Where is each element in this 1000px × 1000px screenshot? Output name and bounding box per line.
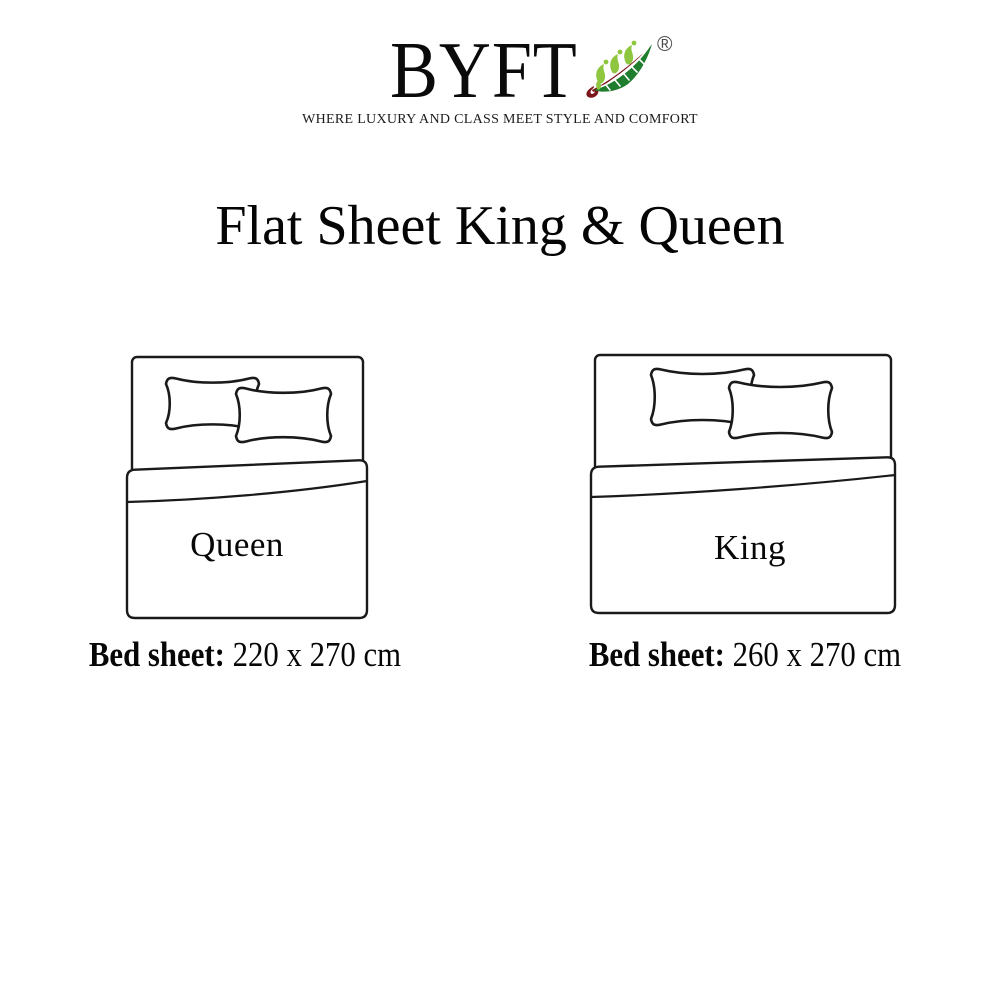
king-pillow-right xyxy=(729,382,832,438)
queen-pillow-right xyxy=(236,388,331,442)
registered-trademark-icon: ® xyxy=(657,33,673,56)
king-size-label: King xyxy=(714,528,786,567)
brand-name: BYFT xyxy=(390,27,578,115)
brand-tagline: WHERE LUXURY AND CLASS MEET STYLE AND COMFORT xyxy=(302,112,698,127)
queen-spec-value: 220 x 270 cm xyxy=(232,635,402,674)
queen-size-label: Queen xyxy=(190,525,284,564)
king-bed-diagram xyxy=(585,350,905,620)
king-spec-value: 260 x 270 cm xyxy=(732,635,902,674)
leaf-sprout-2 xyxy=(610,50,622,74)
king-spec-label: Bed sheet: xyxy=(588,635,725,674)
page-title: Flat Sheet King & Queen xyxy=(215,195,785,257)
king-spec-row xyxy=(569,637,921,672)
queen-spec-label: Bed sheet: xyxy=(88,635,225,674)
queen-bed-diagram xyxy=(122,350,372,625)
leaf-icon xyxy=(584,40,658,98)
leaf-sprout-1 xyxy=(596,60,608,84)
queen-spec-row xyxy=(69,637,421,672)
